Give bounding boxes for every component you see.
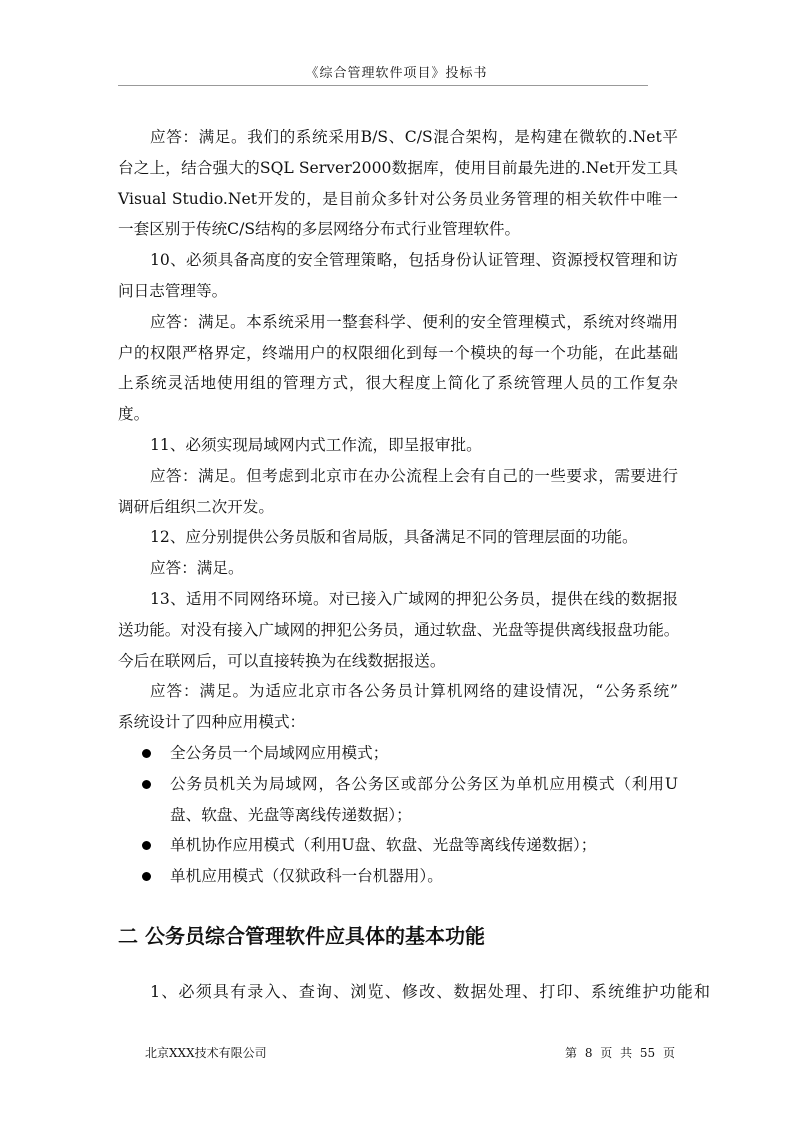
document-body — [118, 122, 678, 892]
line-text: 上系统灵活地使用组的管理方式，很大程度上简化了系统管理人员的工作复杂 — [118, 374, 678, 393]
section-heading: 二 公务员综合管理软件应具体的基本功能 — [118, 924, 485, 948]
line-text: 单机应用模式（仅狱政科一台机器用）。 — [170, 867, 443, 886]
line-text: 度。 — [118, 405, 150, 424]
text-line — [118, 800, 678, 831]
bullet-item — [118, 738, 678, 769]
line-text: 盘、软盘、光盘等离线传递数据）； — [170, 805, 412, 824]
paragraph — [118, 430, 678, 461]
line-text: 问日志管理等。 — [118, 281, 228, 300]
line-text: 10、必须具备高度的安全管理策略，包括身份认证管理、资源授权管理和访 — [150, 251, 678, 270]
text-line — [118, 738, 678, 769]
paragraph — [118, 584, 678, 676]
text-line — [118, 522, 678, 553]
line-text: 应答：满足。 — [150, 559, 244, 578]
paragraph — [118, 307, 678, 430]
section-paragraph: 1、必须具有录入、查询、浏览、修改、数据处理、打印、系统维护功能和 — [150, 982, 710, 1001]
paragraph — [118, 522, 678, 553]
text-line — [118, 492, 678, 523]
text-line — [118, 707, 678, 738]
text-line — [118, 184, 678, 215]
text-line — [118, 153, 678, 184]
bullet-item — [118, 861, 678, 892]
line-text: 全公务员一个局域网应用模式； — [170, 743, 389, 762]
text-line — [118, 461, 678, 492]
footer-page-number: 第 8 页 共 55 页 — [565, 1046, 675, 1060]
text-line — [118, 861, 678, 892]
text-line — [118, 615, 678, 646]
line-text: 台之上，结合强大的SQL Server2000数据库，使用目前最先进的.Net开发工具 — [118, 158, 678, 177]
text-line — [118, 830, 678, 861]
text-line — [118, 553, 678, 584]
text-line — [118, 245, 678, 276]
bullet-icon — [142, 780, 151, 789]
line-text: Visual Studio.Net开发的，是目前众多针对公务员业务管理的相关软件中唯一 — [118, 189, 678, 208]
paragraph — [118, 122, 678, 245]
text-line — [118, 338, 678, 369]
line-text: 13、适用不同网络环境。对已接入广域网的押犯公务员，提供在线的数据报 — [150, 589, 678, 608]
text-line — [118, 584, 678, 615]
line-text: 12、应分别提供公务员版和省局版，具备满足不同的管理层面的功能。 — [150, 528, 638, 547]
text-line — [118, 769, 678, 800]
line-text: 一套区别于传统C/S结构的多层网络分布式行业管理软件。 — [118, 220, 521, 239]
line-text: 11、必须实现局域网内式工作流，即呈报审批。 — [150, 435, 482, 454]
bullet-icon — [142, 841, 151, 850]
line-text: 应答：满足。我们的系统采用B/S、C/S混合架构，是构建在微软的.Net平 — [150, 128, 678, 146]
line-text: 调研后组织二次开发。 — [118, 497, 274, 516]
text-line — [118, 122, 678, 153]
text-line — [118, 307, 678, 338]
text-line — [118, 276, 678, 307]
paragraph — [118, 461, 678, 523]
bullet-item — [118, 769, 678, 831]
line-text: 系统设计了四种应用模式： — [118, 713, 306, 732]
footer-company: 北京XXX技术有限公司 — [145, 1046, 267, 1060]
line-text: 今后在联网后，可以直接转换为在线数据报送。 — [118, 651, 446, 670]
text-line — [118, 214, 678, 245]
text-line — [118, 430, 678, 461]
line-text: 应答：满足。本系统采用一整套科学、便利的安全管理模式，系统对终端用 — [150, 312, 678, 331]
line-text: 应答：满足。为适应北京市各公务员计算机网络的建设情况，“公务系统” — [150, 682, 678, 701]
line-text: 应答：满足。但考虑到北京市在办公流程上会有自己的一些要求，需要进行 — [150, 466, 678, 485]
line-text: 公务员机关为局域网，各公务区或部分公务区为单机应用模式（利用U — [170, 774, 678, 793]
paragraph — [118, 245, 678, 307]
text-line — [118, 676, 678, 707]
bullet-icon — [142, 872, 151, 881]
paragraph — [118, 676, 678, 738]
line-text: 户的权限严格界定，终端用户的权限细化到每一个模块的每一个功能，在此基础 — [118, 343, 678, 362]
bullet-icon — [142, 749, 151, 758]
header-divider — [118, 85, 648, 86]
line-text: 送功能。对没有接入广域网的押犯公务员，通过软盘、光盘等提供离线报盘功能。 — [118, 620, 680, 639]
paragraph — [118, 553, 678, 584]
bullet-item — [118, 830, 678, 861]
text-line — [118, 646, 678, 677]
page-header-title: 《综合管理软件项目》投标书 — [305, 66, 488, 81]
line-text: 单机协作应用模式（利用U盘、软盘、光盘等离线传递数据）； — [170, 836, 597, 855]
text-line — [118, 368, 678, 399]
text-line — [118, 399, 678, 430]
